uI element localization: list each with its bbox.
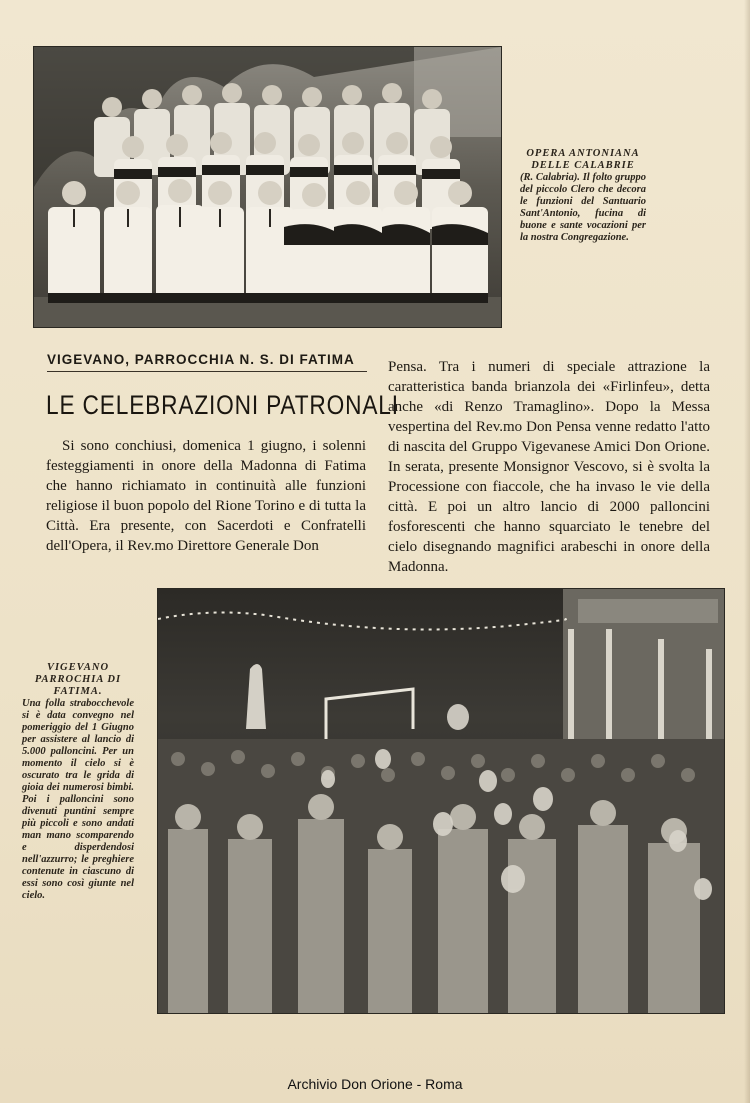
- article-kicker: VIGEVANO, PARROCCHIA N. S. DI FATIMA: [47, 352, 367, 372]
- bottom-caption-heading: VIGEVANO PARROCHIA DI FATIMA.: [34, 662, 122, 697]
- bottom-photo-caption: [22, 662, 134, 902]
- top-caption-text: (R. Calabria). Il folto gruppo del piccolo Clero che decora le funzioni del Santuario Sant'Antonio, fucina di buone e sante vocazioni per la nostra Congregazione.: [520, 172, 646, 243]
- top-caption-heading: OPERA ANTONIANA DELLE CALABRIE: [526, 148, 640, 171]
- article-headline: LE CELEBRAZIONI PATRONALI: [46, 390, 399, 420]
- article-column-left: Si sono conchiusi, domenica 1 giugno, i solenni festeggiamenti in onore della Madonna di Fatima che hanno richiamato in continuità alle funzioni religiose il buon popolo del Rione Torino e di tutta la Città. Era presente, con Sacerdoti e Confratelli dell'Opera, il Rev.mo Direttore Generale Don: [46, 438, 366, 554]
- crowd-balloons-photo: [157, 588, 725, 1014]
- page-edge-shadow: [744, 0, 750, 1103]
- altar-boys-photo-illustration: [34, 47, 501, 327]
- crowd-photo-illustration: [158, 589, 724, 1013]
- article-column-right: Pensa. Tra i numeri di speciale attrazione la caratteristica banda brianzola dei «Firlinfeu», detta anche «di Renzo Tramaglino». Dopo la Messa vespertina del Rev.mo Don Pensa venne redatto l'atto di nascita del Gruppo Vigevanese Amici Don Orione. In serata, presente Monsignor Vescovo, si è svolta la Processione con fiaccole, che ha invaso le vie della città. E poi un altro lancio di 2000 palloncini fosforescenti che hanno squarciato le tenebre del cielo disegnando magnifici arabeschi in onore della Madonna.: [388, 359, 710, 575]
- top-photo-caption: [520, 148, 646, 244]
- altar-boys-group-photo: [33, 46, 502, 328]
- archive-footer: Archivio Don Orione - Roma: [287, 1076, 463, 1092]
- bottom-caption-text: Una folla strabocchevole si è data convegno nel pomeriggio del 1 Giugno per assistere al lancio di 5.000 palloncini. Per un momento il cielo si è oscurato tra le grida di gioia dei numerosi bimbi. Poi i palloncini sono divenuti puntini sempre più piccoli e sono andati man mano scomparendo e disperdendosi nell'azzurro; le preghiere contenute in ciascuno di essi sono così giunte nel cielo.: [22, 698, 134, 901]
